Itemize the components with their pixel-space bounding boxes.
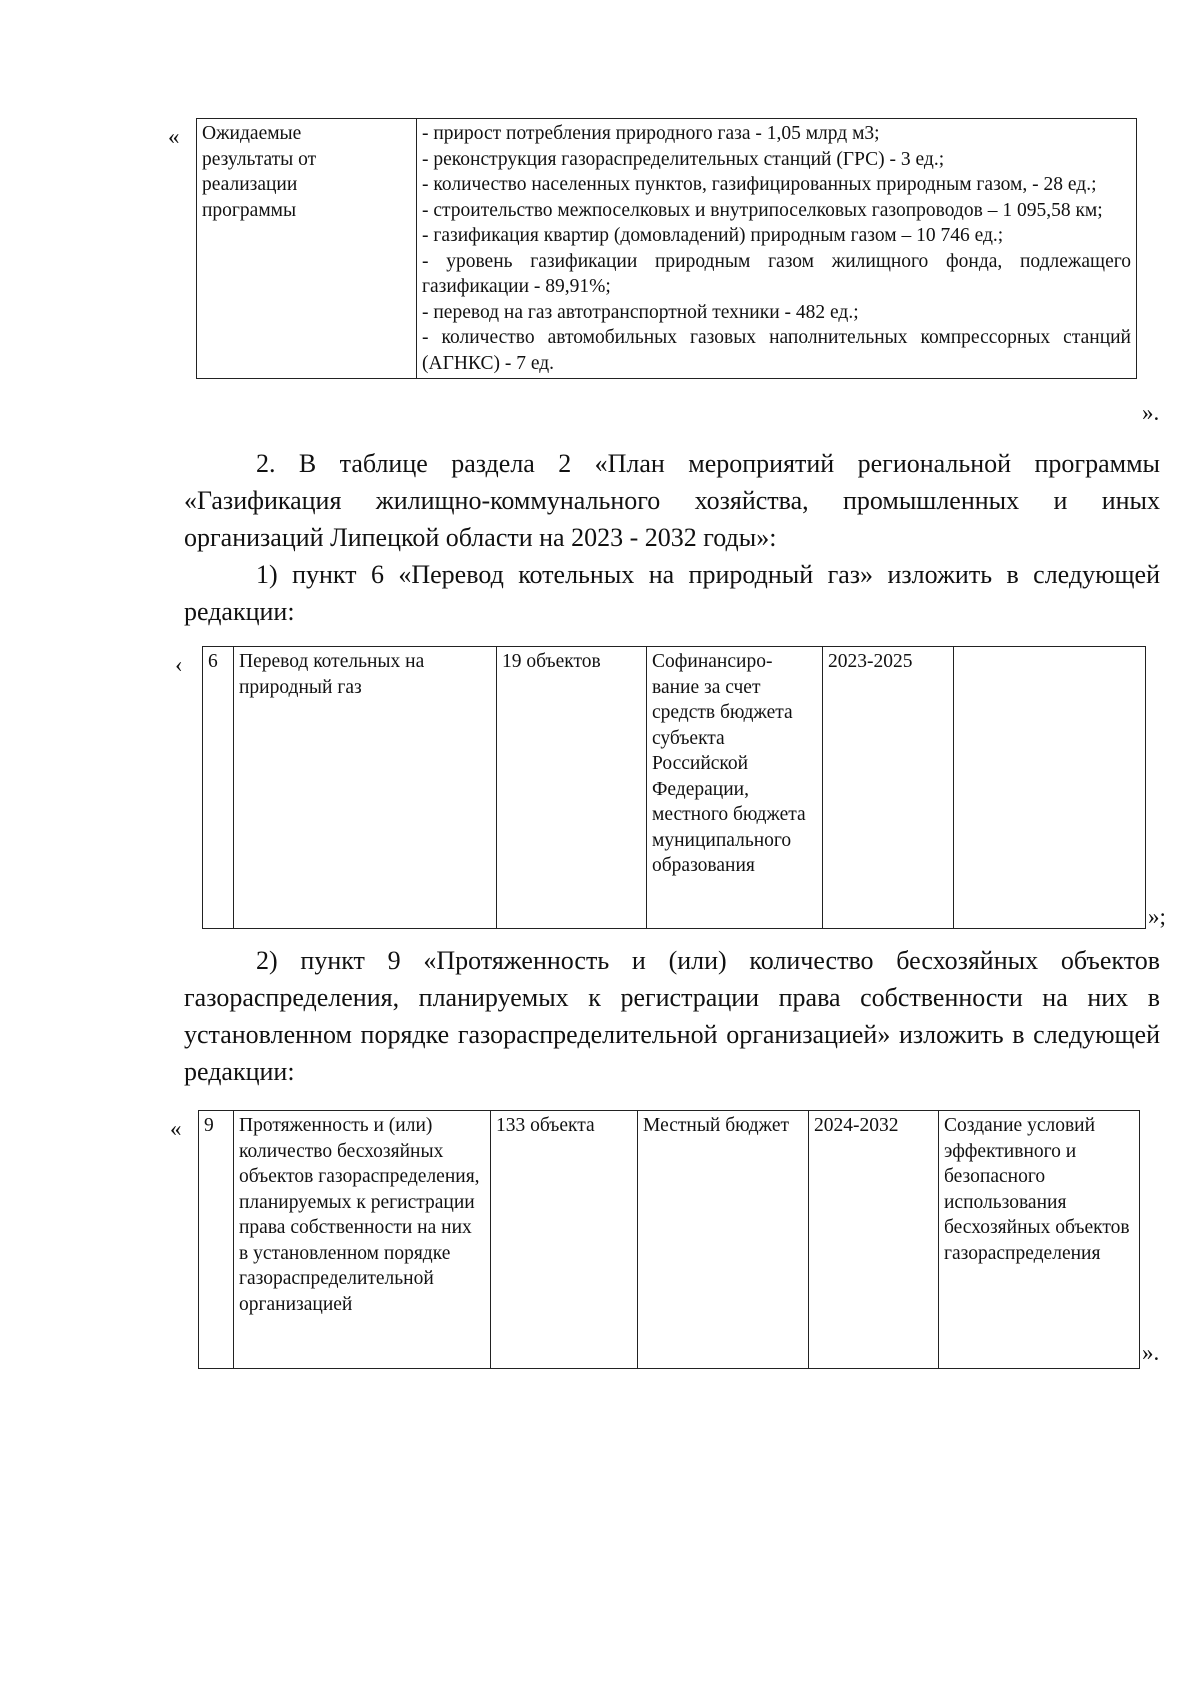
item-result: Создание условий эффективного и безопасного использования бесхозяйных объектов газораспределения bbox=[939, 1111, 1140, 1369]
item-number: 6 bbox=[203, 647, 234, 929]
item-funding: Софинансиро-вание за счет средств бюджета субъекта Российской Федерации, местного бюджета муниципального образования bbox=[647, 647, 823, 929]
result-item: - количество автомобильных газовых наполнительных компрессорных станций (АГНКС) - 7 ед. bbox=[422, 327, 1131, 374]
open-quote-1: « bbox=[168, 124, 180, 149]
result-item: - газификация квартир (домовладений) природным газом – 10 746 ед.; bbox=[422, 225, 1004, 246]
table-row bbox=[197, 119, 1137, 379]
item-count: 133 объекта bbox=[491, 1111, 638, 1369]
label-line: результаты от bbox=[202, 148, 317, 170]
paragraph-2: 2. В таблице раздела 2 «План мероприятий региональной программы «Газификация жилищно-коммунального хозяйства, промышленных и иных организаций Липецкой области на 2023 - 2032 годы»: bbox=[184, 449, 1160, 552]
label-line: реализации bbox=[202, 174, 298, 195]
label-line: Ожидаемые bbox=[202, 123, 302, 144]
item-name: Перевод котельных на природный газ bbox=[234, 647, 497, 929]
result-item: - прирост потребления природного газа - 1,05 млрд м3; bbox=[422, 123, 880, 144]
result-item: - строительство межпоселковых и внутрипоселковых газопроводов – 1 095,58 км; bbox=[422, 199, 1103, 221]
result-item: - количество населенных пунктов, газифицированных природным газом, - 28 ед.; bbox=[422, 174, 1097, 195]
label-line: программы bbox=[202, 199, 297, 221]
table-row bbox=[203, 647, 1146, 929]
item-6-table bbox=[202, 646, 1146, 929]
open-quote-3: « bbox=[170, 1116, 182, 1141]
close-quote-2: »; bbox=[1148, 904, 1166, 929]
item-result bbox=[954, 647, 1146, 929]
item-period: 2023-2025 bbox=[823, 647, 954, 929]
item-count: 19 объектов bbox=[497, 647, 647, 929]
label-cell bbox=[197, 119, 417, 379]
result-item: - реконструкция газораспределительных станций (ГРС) - 3 ед.; bbox=[422, 148, 945, 170]
open-quote-2: ‹ bbox=[175, 652, 183, 677]
close-quote-1: ». bbox=[1142, 400, 1160, 425]
item-number: 9 bbox=[199, 1111, 234, 1369]
expected-results-table bbox=[196, 118, 1137, 379]
close-quote-3: ». bbox=[1142, 1340, 1160, 1365]
item-9-table bbox=[198, 1110, 1140, 1369]
item-period: 2024-2032 bbox=[809, 1111, 939, 1369]
table-row bbox=[199, 1111, 1140, 1369]
result-item: - уровень газификации природным газом жилищного фонда, подлежащего газификации - 89,91%; bbox=[422, 250, 1131, 297]
item-name: Протяженность и (или) количество бесхозяйных объектов газораспределения, планируемых к регистрации права собственности на них в установленном порядке газораспределительной организацией bbox=[234, 1111, 491, 1369]
item-funding: Местный бюджет bbox=[638, 1111, 809, 1369]
paragraph-item-6: 1) пункт 6 «Перевод котельных на природный газ» изложить в следующей редакции: bbox=[184, 560, 1160, 626]
result-item: - перевод на газ автотранспортной техники - 482 ед.; bbox=[422, 301, 859, 323]
results-cell bbox=[417, 119, 1137, 379]
paragraph-item-9: 2) пункт 9 «Протяженность и (или) количество бесхозяйных объектов газораспределения, планируемых к регистрации права собственности на них в установленном порядке газораспределительной организацией» изложить в следующей редакции: bbox=[184, 946, 1160, 1086]
